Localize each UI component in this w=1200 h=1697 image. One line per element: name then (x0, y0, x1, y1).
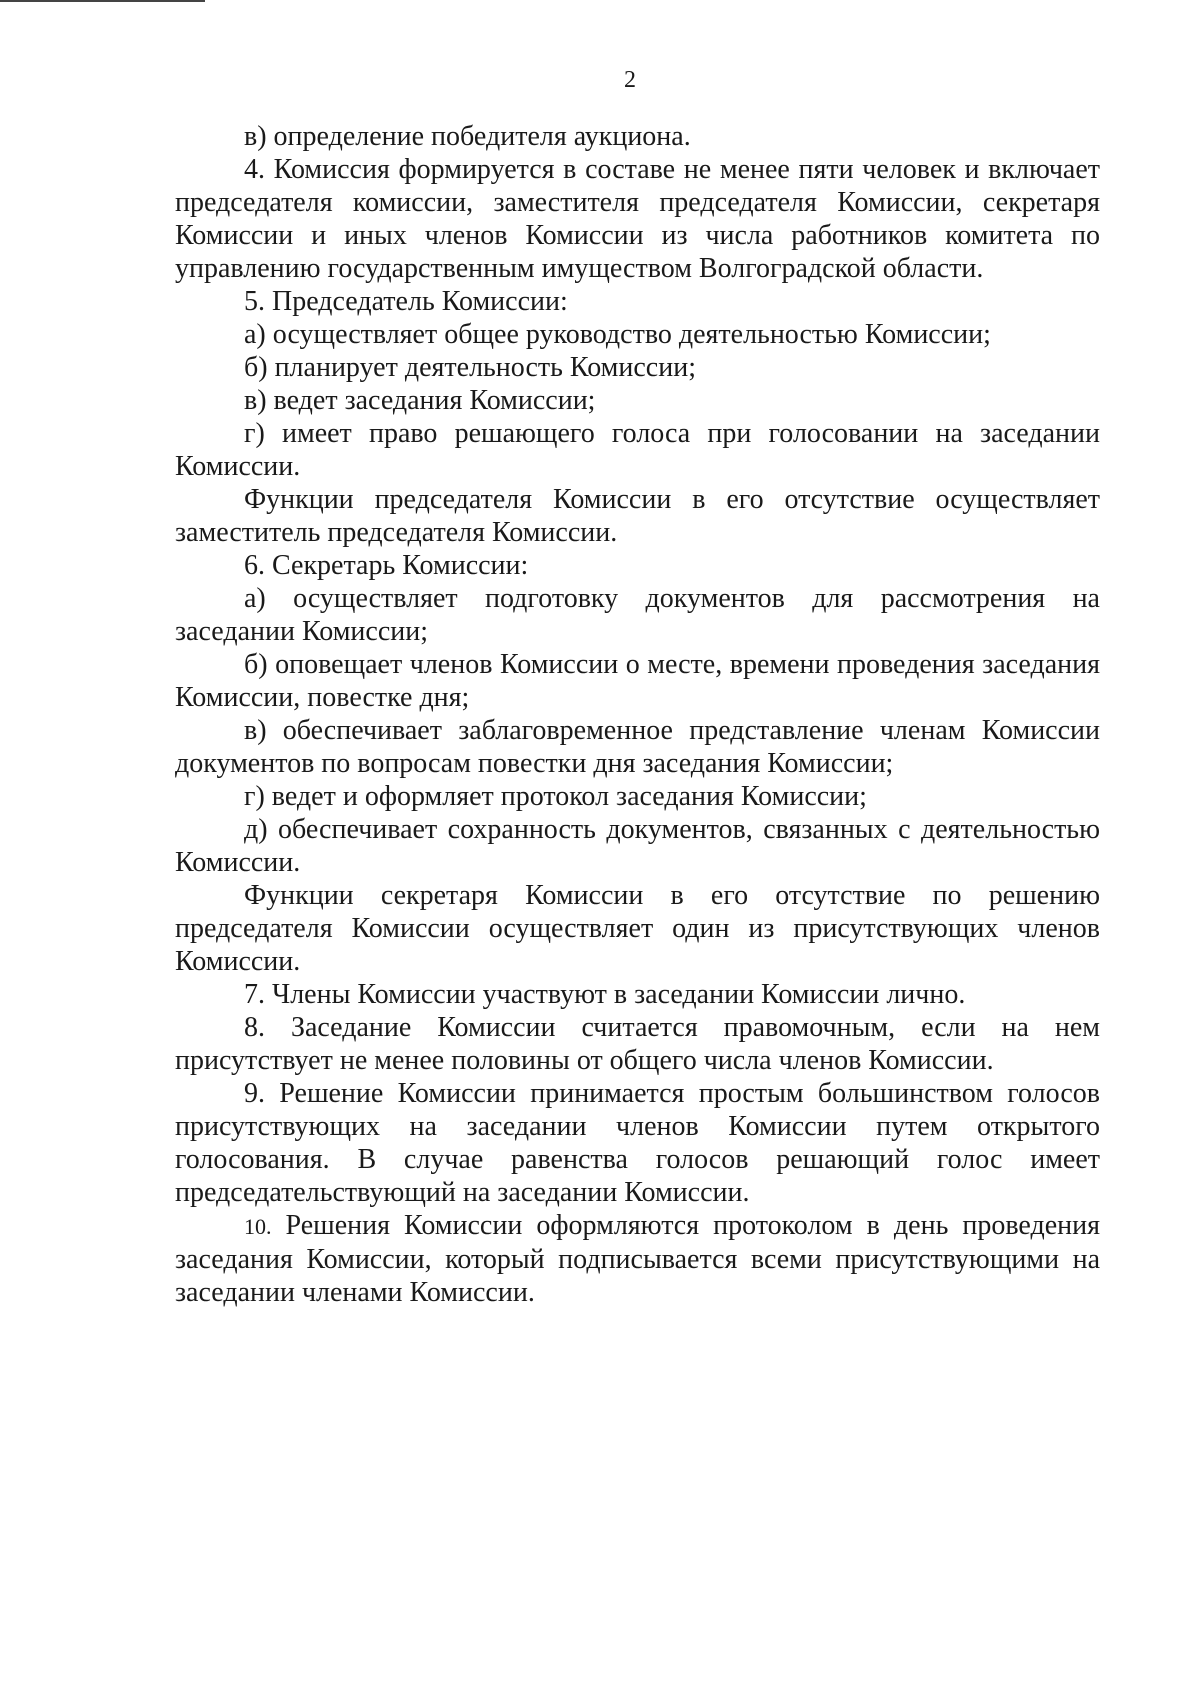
item-10-number: 10. (244, 1214, 272, 1239)
paragraph-item-5: 5. Председатель Комиссии: (244, 286, 568, 317)
paragraph-item-7: 7. Члены Комиссии участвуют в заседании Комиссии лично. (244, 979, 966, 1010)
paragraph-3v: в) определение победителя аукциона. (244, 121, 691, 152)
page-number: 2 (624, 67, 636, 93)
paragraph-item-4: 4. Комиссия формируется в составе не менее пяти человек и включает председателя комиссии, заместителя председателя Комиссии, секретаря Комиссии и иных членов Комиссии из числа работников комитета по управлению государственным имуществом Волгоградской области. (175, 154, 1100, 284)
paragraph-6v: в) обеспечивает заблаговременное представление членам Комиссии документов по вопросам повестки дня заседания Комиссии; (175, 715, 1100, 779)
paragraph-6a: а) осуществляет подготовку документов для рассмотрения на заседании Комиссии; (175, 583, 1100, 647)
paragraph-secretary-functions: Функции секретаря Комиссии в его отсутствие по решению председателя Комиссии осуществляет один из присутствующих членов Комиссии. (175, 880, 1100, 977)
scan-edge-mark (0, 0, 205, 2)
paragraph-6g: г) ведет и оформляет протокол заседания Комиссии; (244, 781, 867, 812)
paragraph-6d: д) обеспечивает сохранность документов, связанных с деятельностью Комиссии. (175, 814, 1100, 878)
paragraph-5b: б) планирует деятельность Комиссии; (244, 352, 696, 383)
document-body (175, 120, 1100, 1309)
paragraph-item-10 (175, 1209, 1100, 1309)
paragraph-item-8: 8. Заседание Комиссии считается правомочным, если на нем присутствует не менее половины от общего числа членов Комиссии. (175, 1012, 1100, 1076)
paragraph-6b: б) оповещает членов Комиссии о месте, времени проведения заседания Комиссии, повестке дня; (175, 649, 1100, 713)
paragraph-5g: г) имеет право решающего голоса при голосовании на заседании Комиссии. (175, 418, 1100, 482)
paragraph-chair-functions: Функции председателя Комиссии в его отсутствие осуществляет заместитель председателя Комиссии. (175, 484, 1100, 548)
item-10-text: Решения Комиссии оформляются протоколом в день проведения заседания Комиссии, который подписывается всеми присутствующими на заседании членами Комиссии. (175, 1210, 1100, 1308)
paragraph-5v: в) ведет заседания Комиссии; (244, 385, 596, 416)
paragraph-item-6: 6. Секретарь Комиссии: (244, 550, 529, 581)
paragraph-item-9: 9. Решение Комиссии принимается простым большинством голосов присутствующих на заседании членов Комиссии путем открытого голосования. В случае равенства голосов решающий голос имеет председательствующий на заседании Комиссии. (175, 1078, 1100, 1208)
paragraph-5a: а) осуществляет общее руководство деятельностью Комиссии; (244, 319, 991, 350)
